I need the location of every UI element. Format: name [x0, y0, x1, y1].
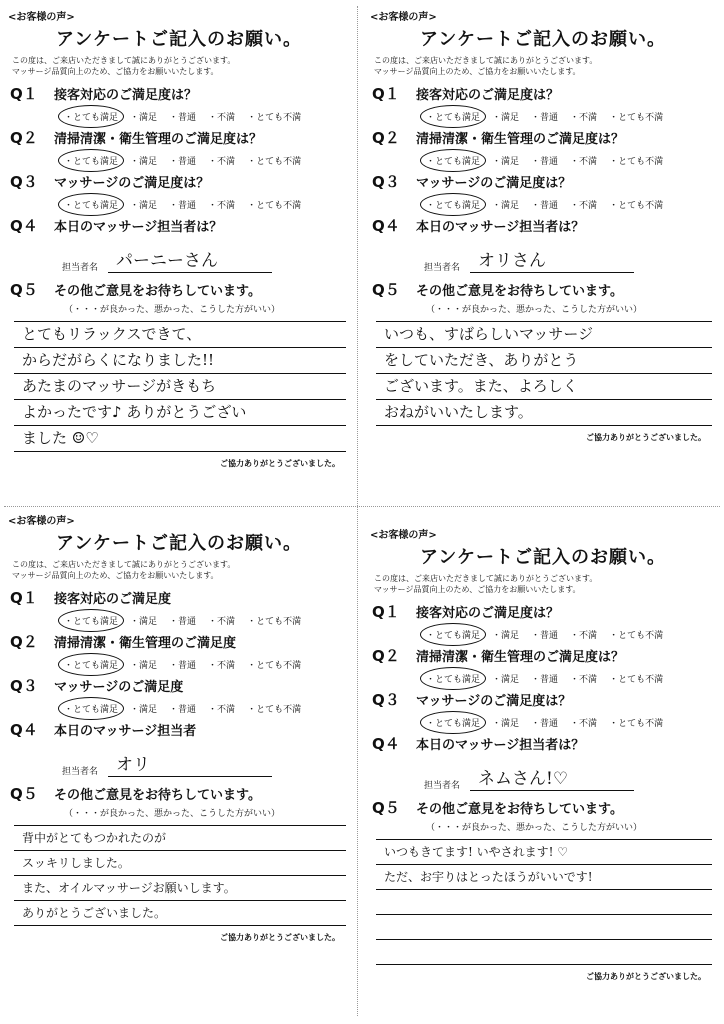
q5-note: （・・・が良かった、悪かった、こうした方がいい）	[426, 823, 643, 833]
choice-very-satisfied[interactable]: ・とても満足	[64, 614, 118, 627]
question-number: Q４	[372, 217, 400, 235]
choice-very-satisfied[interactable]: ・とても満足	[64, 198, 118, 211]
thanks-text: ご協力ありがとうございました。	[220, 459, 340, 468]
question-number: Q１	[10, 589, 38, 607]
choice-dissatisfied[interactable]: ・不満	[208, 201, 236, 211]
choice-normal[interactable]: ・普通	[531, 631, 559, 641]
question-number: Q３	[10, 173, 38, 191]
choices-q1	[426, 628, 716, 641]
question-2	[8, 631, 350, 652]
horizontal-divider	[4, 506, 720, 507]
comment-line	[376, 915, 712, 940]
question-number: Q３	[372, 691, 400, 709]
choice-very-satisfied[interactable]: ・とても満足	[426, 198, 480, 211]
choice-dissatisfied[interactable]: ・不満	[208, 157, 236, 167]
choice-very-satisfied[interactable]: ・とても満足	[64, 702, 118, 715]
choice-very-satisfied[interactable]: ・とても満足	[426, 628, 480, 641]
intro-line-2: マッサージ品質向上のため、ご協力をお願いいたします。	[374, 585, 581, 594]
choices-q3	[426, 716, 716, 729]
q5-note: （・・・が良かった、悪かった、こうした方がいい）	[64, 305, 281, 315]
choice-normal[interactable]: ・普通	[169, 201, 197, 211]
choice-normal[interactable]: ・普通	[531, 675, 559, 685]
comment-line: あたまのマッサージがきもち	[14, 374, 346, 400]
choice-very-satisfied[interactable]: ・とても満足	[64, 110, 118, 123]
question-text: 接客対応のご満足度	[54, 592, 172, 607]
question-text: 本日のマッサージ担当者は？	[54, 220, 223, 235]
choice-normal[interactable]: ・普通	[531, 113, 559, 123]
thanks-text: ご協力ありがとうございました。	[220, 933, 340, 942]
choice-very-dissatisfied[interactable]: ・とても不満	[609, 719, 664, 729]
question-text: その他ご意見をお待ちしています。	[416, 802, 623, 817]
choice-satisfied[interactable]: ・満足	[130, 617, 158, 627]
choice-normal[interactable]: ・普通	[531, 201, 559, 211]
question-text: その他ご意見をお待ちしています。	[416, 284, 623, 299]
choice-normal[interactable]: ・普通	[169, 157, 197, 167]
choice-dissatisfied[interactable]: ・不満	[208, 113, 236, 123]
choice-satisfied[interactable]: ・満足	[492, 201, 520, 211]
question-2	[8, 127, 350, 148]
staff-name-label: 担当者名	[62, 767, 99, 777]
question-text: 清掃清潔・衛生管理のご満足度は？	[416, 650, 625, 665]
choice-very-dissatisfied[interactable]: ・とても不満	[609, 201, 664, 211]
choice-satisfied[interactable]: ・満足	[492, 113, 520, 123]
staff-name-value[interactable]: オリ	[108, 750, 272, 777]
question-number: Q４	[10, 721, 38, 739]
question-text: その他ご意見をお待ちしています。	[54, 284, 261, 299]
question-4	[370, 733, 716, 754]
choice-very-dissatisfied[interactable]: ・とても不満	[609, 113, 664, 123]
question-text: マッサージのご満足度は？	[416, 694, 572, 709]
question-number: Q５	[372, 799, 400, 817]
comment-line: ただ、お宇りはとったほうがいいです!	[376, 865, 712, 890]
choice-dissatisfied[interactable]: ・不満	[570, 719, 598, 729]
staff-name-field	[62, 246, 350, 273]
comment-line: いつも、すばらしいマッサージ	[376, 322, 712, 348]
choice-normal[interactable]: ・普通	[169, 113, 197, 123]
question-text: 本日のマッサージ担当者は？	[416, 220, 585, 235]
staff-name-field	[424, 246, 716, 273]
comment-line: おねがいいたします。	[376, 400, 712, 426]
comment-line: よかったです♪ ありがとうござい	[14, 400, 346, 426]
question-number: Q２	[372, 647, 400, 665]
intro-line-2: マッサージ品質向上のため、ご協力をお願いいたします。	[12, 571, 219, 580]
question-text: 清掃清潔・衛生管理のご満足度	[54, 636, 237, 651]
customer-voice-header: <お客様の声>	[8, 12, 75, 23]
question-2	[370, 127, 716, 148]
staff-name-label: 担当者名	[62, 263, 99, 273]
question-text: マッサージのご満足度は？	[416, 176, 572, 191]
question-number: Q２	[10, 129, 38, 147]
comment-box[interactable]	[376, 321, 712, 426]
choices-q1	[64, 110, 350, 123]
intro-text	[374, 55, 716, 77]
question-number: Q５	[372, 281, 400, 299]
q5-note: （・・・が良かった、悪かった、こうした方がいい）	[64, 809, 281, 819]
choice-satisfied[interactable]: ・満足	[130, 661, 158, 671]
staff-name-value[interactable]: パーニーさん	[108, 246, 272, 273]
staff-name-field	[424, 764, 716, 791]
question-text: マッサージのご満足度は？	[54, 176, 210, 191]
question-number: Q３	[372, 173, 400, 191]
choices-q1	[64, 614, 350, 627]
question-1	[370, 601, 716, 622]
choice-very-dissatisfied[interactable]: ・とても不満	[247, 157, 302, 167]
choice-dissatisfied[interactable]: ・不満	[570, 113, 598, 123]
choice-very-dissatisfied[interactable]: ・とても不満	[247, 201, 302, 211]
question-3	[8, 675, 350, 696]
choice-dissatisfied[interactable]: ・不満	[208, 617, 236, 627]
sheet-title: アンケートご記入のお願い。	[56, 533, 302, 554]
survey-sheet-4	[370, 526, 716, 1016]
choices-q2	[426, 154, 716, 167]
question-number: Q５	[10, 281, 38, 299]
question-3	[370, 689, 716, 710]
choice-dissatisfied[interactable]: ・不満	[208, 705, 236, 715]
choice-very-satisfied[interactable]: ・とても満足	[426, 672, 480, 685]
q5-note: （・・・が良かった、悪かった、こうした方がいい）	[426, 305, 643, 315]
comment-line: また、オイルマッサージお願いします。	[14, 876, 346, 901]
question-text: 清掃清潔・衛生管理のご満足度は？	[416, 132, 625, 147]
question-text: 接客対応のご満足度は？	[54, 88, 198, 103]
comment-box[interactable]	[14, 825, 346, 926]
choice-very-dissatisfied[interactable]: ・とても不満	[609, 631, 664, 641]
question-5	[8, 783, 350, 804]
question-text: 本日のマッサージ担当者	[54, 724, 197, 739]
choice-satisfied[interactable]: ・満足	[130, 113, 158, 123]
question-2	[370, 645, 716, 666]
question-number: Q４	[372, 735, 400, 753]
intro-text	[12, 55, 350, 77]
intro-line-2: マッサージ品質向上のため、ご協力をお願いいたします。	[374, 67, 581, 76]
choices-q3	[426, 198, 716, 211]
staff-name-label: 担当者名	[424, 781, 461, 791]
question-text: 清掃清潔・衛生管理のご満足度は？	[54, 132, 263, 147]
choices-q2	[426, 672, 716, 685]
choice-dissatisfied[interactable]: ・不満	[208, 661, 236, 671]
question-number: Q３	[10, 677, 38, 695]
intro-text	[374, 573, 716, 595]
choices-q2	[64, 658, 350, 671]
comment-line: ました ☺♡	[14, 426, 346, 452]
question-3	[8, 171, 350, 192]
comment-box[interactable]	[376, 839, 712, 965]
question-1	[8, 83, 350, 104]
question-text: 接客対応のご満足度は？	[416, 606, 560, 621]
choice-satisfied[interactable]: ・満足	[130, 201, 158, 211]
choice-satisfied[interactable]: ・満足	[130, 705, 158, 715]
question-text: その他ご意見をお待ちしています。	[54, 788, 261, 803]
customer-voice-header: <お客様の声>	[370, 530, 437, 541]
question-3	[370, 171, 716, 192]
survey-sheet-3	[8, 512, 350, 1016]
comment-line: 背中がとてもつかれたのが	[14, 826, 346, 851]
survey-sheet-2	[370, 8, 716, 500]
choices-q3	[64, 702, 350, 715]
choice-very-satisfied[interactable]: ・とても満足	[426, 716, 480, 729]
choice-satisfied[interactable]: ・満足	[492, 631, 520, 641]
customer-voice-header: <お客様の声>	[370, 12, 437, 23]
choice-very-satisfied[interactable]: ・とても満足	[426, 110, 480, 123]
choice-very-satisfied[interactable]: ・とても満足	[64, 658, 118, 671]
choices-q3	[64, 198, 350, 211]
comment-line: ありがとうございました。	[14, 901, 346, 926]
choice-very-dissatisfied[interactable]: ・とても不満	[247, 661, 302, 671]
choice-dissatisfied[interactable]: ・不満	[570, 201, 598, 211]
question-number: Q４	[10, 217, 38, 235]
intro-line-2: マッサージ品質向上のため、ご協力をお願いいたします。	[12, 67, 219, 76]
choice-satisfied[interactable]: ・満足	[492, 719, 520, 729]
choice-dissatisfied[interactable]: ・不満	[570, 675, 598, 685]
question-5	[370, 797, 716, 818]
intro-line-1: この度は、ご来店いただきまして誠にありがとうございます。	[12, 56, 236, 65]
survey-sheet-1	[8, 8, 350, 500]
choice-very-satisfied[interactable]: ・とても満足	[64, 154, 118, 167]
comment-line: とてもリラックスできて、	[14, 322, 346, 348]
choices-q2	[64, 154, 350, 167]
question-5	[370, 279, 716, 300]
staff-name-value[interactable]: ネムさん!♡	[470, 764, 634, 791]
choice-very-dissatisfied[interactable]: ・とても不満	[247, 617, 302, 627]
comment-line: をしていただき、ありがとう	[376, 348, 712, 374]
question-1	[8, 587, 350, 608]
staff-name-value[interactable]: オリさん	[470, 246, 634, 273]
comment-line	[376, 890, 712, 915]
staff-name-label: 担当者名	[424, 263, 461, 273]
comment-line	[376, 940, 712, 965]
sheet-title: アンケートご記入のお願い。	[56, 29, 302, 50]
comment-line: いつもきてます! いやされます! ♡	[376, 840, 712, 865]
comment-line: スッキリしました。	[14, 851, 346, 876]
question-4	[370, 215, 716, 236]
sheet-title: アンケートご記入のお願い。	[420, 547, 666, 568]
choice-dissatisfied[interactable]: ・不満	[570, 157, 598, 167]
choice-satisfied[interactable]: ・満足	[130, 157, 158, 167]
choice-very-dissatisfied[interactable]: ・とても不満	[609, 675, 664, 685]
choice-very-satisfied[interactable]: ・とても満足	[426, 154, 480, 167]
comment-box[interactable]	[14, 321, 346, 452]
comment-line: からだがらくになりました!!	[14, 348, 346, 374]
question-number: Q１	[10, 85, 38, 103]
question-number: Q２	[10, 633, 38, 651]
choice-normal[interactable]: ・普通	[169, 661, 197, 671]
choice-normal[interactable]: ・普通	[531, 719, 559, 729]
comment-line: ございます。また、よろしく	[376, 374, 712, 400]
question-text: 接客対応のご満足度は？	[416, 88, 560, 103]
question-1	[370, 83, 716, 104]
question-4	[8, 719, 350, 740]
choice-satisfied[interactable]: ・満足	[492, 675, 520, 685]
choice-very-dissatisfied[interactable]: ・とても不満	[247, 113, 302, 123]
question-number: Q５	[10, 785, 38, 803]
intro-line-1: この度は、ご来店いただきまして誠にありがとうございます。	[12, 560, 236, 569]
customer-voice-header: <お客様の声>	[8, 516, 75, 527]
intro-line-1: この度は、ご来店いただきまして誠にありがとうございます。	[374, 574, 598, 583]
choice-dissatisfied[interactable]: ・不満	[570, 631, 598, 641]
intro-line-1: この度は、ご来店いただきまして誠にありがとうございます。	[374, 56, 598, 65]
question-text: マッサージのご満足度	[54, 680, 184, 695]
question-number: Q１	[372, 85, 400, 103]
question-text: 本日のマッサージ担当者は？	[416, 738, 585, 753]
choice-normal[interactable]: ・普通	[169, 617, 197, 627]
choice-very-dissatisfied[interactable]: ・とても不満	[609, 157, 664, 167]
choices-q1	[426, 110, 716, 123]
choice-satisfied[interactable]: ・満足	[492, 157, 520, 167]
question-number: Q１	[372, 603, 400, 621]
staff-name-field	[62, 750, 350, 777]
choice-very-dissatisfied[interactable]: ・とても不満	[247, 705, 302, 715]
question-4	[8, 215, 350, 236]
intro-text	[12, 559, 350, 581]
thanks-text: ご協力ありがとうございました。	[586, 972, 706, 981]
vertical-divider	[357, 6, 358, 1016]
thanks-text: ご協力ありがとうございました。	[586, 433, 706, 442]
choice-normal[interactable]: ・普通	[169, 705, 197, 715]
sheet-title: アンケートご記入のお願い。	[420, 29, 666, 50]
question-5	[8, 279, 350, 300]
question-number: Q２	[372, 129, 400, 147]
choice-normal[interactable]: ・普通	[531, 157, 559, 167]
